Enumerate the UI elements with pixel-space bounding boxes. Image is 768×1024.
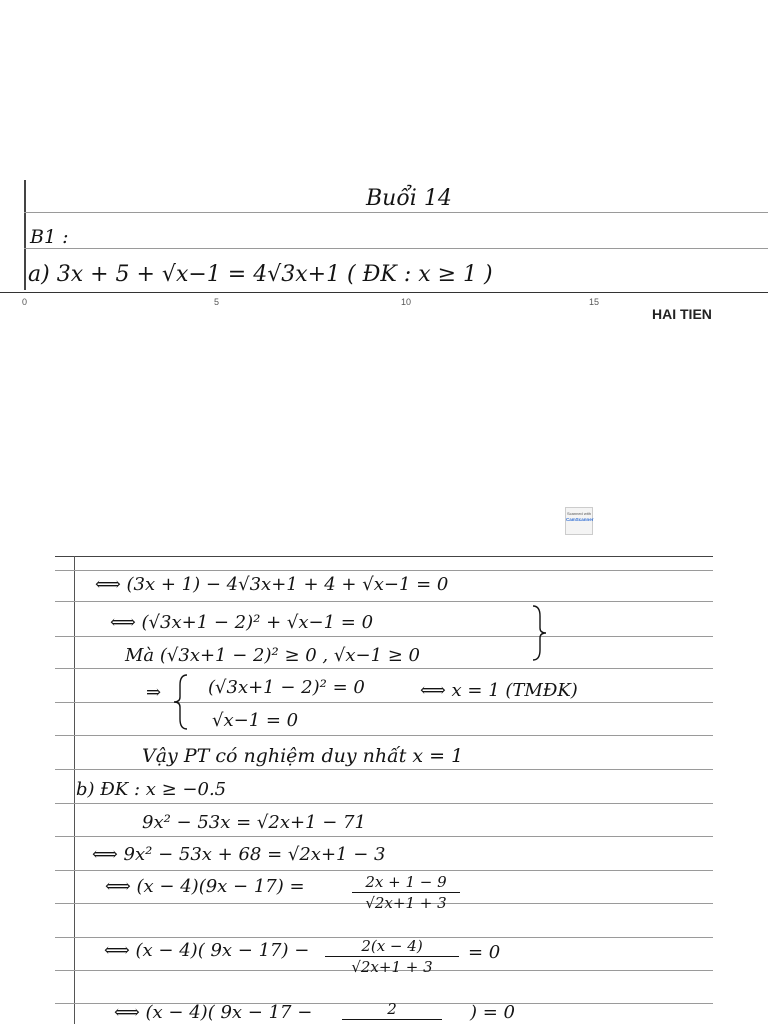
ruled-line xyxy=(55,870,713,871)
fraction-2-numerator: 2(x − 4) xyxy=(361,937,423,955)
closing-paren-zero: ) = 0 xyxy=(470,1002,515,1023)
ruled-line xyxy=(55,636,713,637)
fraction-2 xyxy=(325,937,459,976)
equation-line: ⟺ 9x² − 53x + 68 = √2x+1 − 3 xyxy=(92,844,386,865)
problem-label: B1 : xyxy=(30,226,69,248)
ruler-tick-10: 10 xyxy=(401,297,412,307)
margin-line xyxy=(24,180,26,290)
ruler-tick-5: 5 xyxy=(214,297,220,307)
fraction-bar xyxy=(342,1019,442,1020)
fraction-3-numerator: 2 xyxy=(387,1000,397,1018)
left-brace xyxy=(172,673,190,731)
fraction-3 xyxy=(342,1000,442,1021)
fraction-2-denominator: √2x+1 + 3 xyxy=(351,958,433,976)
implies-symbol: ⇒ xyxy=(146,682,162,703)
fraction-1-numerator: 2x + 1 − 9 xyxy=(365,873,447,891)
scanned-with-text: Scanned with xyxy=(566,511,591,516)
equals-zero: = 0 xyxy=(468,942,501,963)
ruled-line xyxy=(55,836,713,837)
watermark: HAI TIEN xyxy=(652,306,712,322)
camscanner-badge xyxy=(565,507,593,535)
ruled-line xyxy=(24,212,768,213)
fraction-1-denominator: √2x+1 + 3 xyxy=(365,894,447,912)
part-a-equation: a) 3x + 5 + √x−1 = 4√3x+1 ( ĐK : x ≥ 1 ) xyxy=(28,262,493,287)
part-b-condition: b) ĐK : x ≥ −0.5 xyxy=(76,779,227,800)
system-result: ⟺ x = 1 (TMĐK) xyxy=(420,680,578,701)
equation-line: ⟺ (√3x+1 − 2)² + √x−1 = 0 xyxy=(110,612,374,633)
margin-line xyxy=(74,556,75,1024)
camscanner-brand: CamScanner xyxy=(566,517,594,522)
system-eq-1: (√3x+1 − 2)² = 0 xyxy=(208,677,365,698)
fraction-1 xyxy=(352,873,460,912)
right-brace xyxy=(530,604,550,662)
fraction-bar xyxy=(352,892,460,893)
fraction-bar xyxy=(325,956,459,957)
ruler-tick-15: 15 xyxy=(589,297,600,307)
equation-line: 9x² − 53x = √2x+1 − 71 xyxy=(142,812,366,833)
ruled-line xyxy=(24,248,768,249)
system-eq-2: √x−1 = 0 xyxy=(212,710,299,731)
equation-line: ⟺ (x − 4)( 9x − 17 − xyxy=(114,1002,313,1023)
ruler-edge xyxy=(0,292,768,293)
ruler-tick-0: 0 xyxy=(22,297,28,307)
ruled-line xyxy=(55,601,713,602)
equation-line: ⟺ (x − 4)( 9x − 17) − xyxy=(104,940,310,961)
page-title: Buổi 14 xyxy=(366,186,452,211)
equation-line: ⟺ (x − 4)(9x − 17) = xyxy=(105,876,305,897)
equation-line: ⟺ (3x + 1) − 4√3x+1 + 4 + √x−1 = 0 xyxy=(95,574,449,595)
ruled-line xyxy=(55,769,713,770)
page-top-edge xyxy=(55,556,713,557)
conclusion-line: Vậy PT có nghiệm duy nhất x = 1 xyxy=(142,745,464,767)
ruled-line xyxy=(55,570,713,571)
ruled-line xyxy=(55,735,713,736)
ruled-line xyxy=(55,668,713,669)
ruled-line xyxy=(55,803,713,804)
equation-line: Mà (√3x+1 − 2)² ≥ 0 , √x−1 ≥ 0 xyxy=(125,645,421,666)
